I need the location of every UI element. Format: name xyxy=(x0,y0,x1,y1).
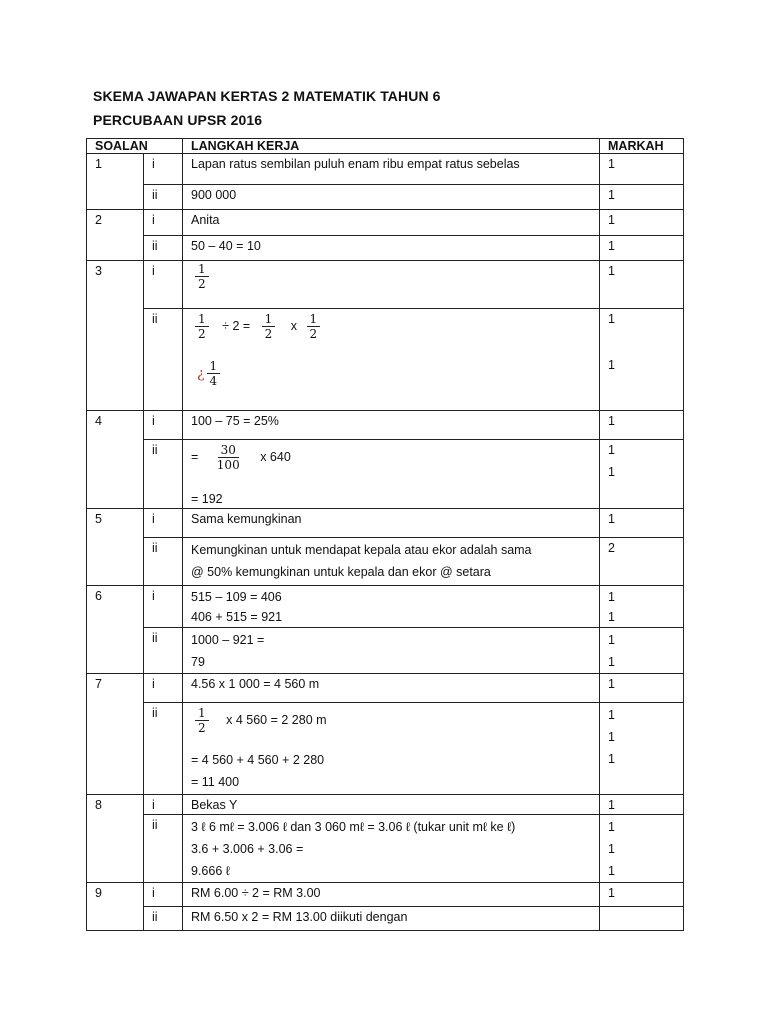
working-step: Sama kemungkinan xyxy=(183,509,600,538)
mark: 1 xyxy=(600,185,684,210)
working-step: RM 6.50 x 2 = RM 13.00 diikuti dengan xyxy=(183,907,600,931)
table-row xyxy=(87,883,684,907)
part-label: ii xyxy=(144,440,183,509)
mark: 1 1 xyxy=(600,586,684,628)
multiply-sign: x xyxy=(290,318,298,333)
table-row xyxy=(87,907,684,931)
working-step: Bekas Y xyxy=(183,795,600,815)
table-row xyxy=(87,210,684,236)
part-label: ii xyxy=(144,628,183,674)
header-markah: MARKAH xyxy=(600,139,684,154)
part-label: ii xyxy=(144,907,183,931)
part-label: ii xyxy=(144,815,183,883)
fraction: $\frac{30}{100}$ xyxy=(216,443,240,472)
table-row xyxy=(87,538,684,586)
question-number: 8 xyxy=(87,795,144,883)
working-step xyxy=(183,440,600,509)
working-step: Kemungkinan untuk mendapat kepala atau ekor adalah sama @ 50% kemungkinan untuk kepala dan ekor @ setara xyxy=(183,538,600,586)
answer-scheme-table xyxy=(86,138,684,931)
working-step: Anita xyxy=(183,210,600,236)
part-label: i xyxy=(144,509,183,538)
table-row xyxy=(87,586,684,628)
table-row xyxy=(87,261,684,309)
part-label: i xyxy=(144,411,183,440)
table-row xyxy=(87,185,684,210)
mark: 1 1 xyxy=(600,309,684,411)
answer-line: = 192 xyxy=(191,492,223,506)
table-row xyxy=(87,795,684,815)
working-step: Lapan ratus sembilan puluh enam ribu empat ratus sebelas xyxy=(183,154,600,185)
working-step: 900 000 xyxy=(183,185,600,210)
question-number: 9 xyxy=(87,883,144,931)
table-row xyxy=(87,628,684,674)
mark: 1 xyxy=(600,154,684,185)
part-label: i xyxy=(144,261,183,309)
question-number: 3 xyxy=(87,261,144,411)
mark: 1 1 xyxy=(600,440,684,509)
question-number: 6 xyxy=(87,586,144,674)
table-row xyxy=(87,703,684,795)
mark: 2 xyxy=(600,538,684,586)
mark: 1 xyxy=(600,236,684,261)
working-step xyxy=(183,261,600,309)
working-step xyxy=(183,309,600,411)
mark: 1 1 1 xyxy=(600,815,684,883)
part-label: ii xyxy=(144,185,183,210)
header-langkah-kerja: LANGKAH KERJA xyxy=(183,139,600,154)
document-title: SKEMA JAWAPAN KERTAS 2 MATEMATIK TAHUN 6 xyxy=(93,88,441,104)
fraction: $\frac{1}{2}$ xyxy=(195,262,209,291)
part-label: i xyxy=(144,586,183,628)
question-number: 7 xyxy=(87,674,144,795)
fraction: $\frac{1}{2}$ xyxy=(195,706,209,735)
fraction: $\frac{1}{2}$ xyxy=(307,312,321,341)
fraction: $\frac{1}{4}$ xyxy=(207,359,221,388)
mark: 1 xyxy=(600,795,684,815)
table-row xyxy=(87,440,684,509)
question-number: 2 xyxy=(87,210,144,261)
working-step: 100 – 75 = 25% xyxy=(183,411,600,440)
part-label: ii xyxy=(144,309,183,411)
mark: 1 1 1 xyxy=(600,703,684,795)
part-label: ii xyxy=(144,538,183,586)
part-label: ii xyxy=(144,703,183,795)
part-label: i xyxy=(144,210,183,236)
mark: 1 xyxy=(600,674,684,703)
mark: 1 xyxy=(600,261,684,309)
part-label: i xyxy=(144,674,183,703)
table-row xyxy=(87,509,684,538)
table-row xyxy=(87,154,684,185)
mark: 1 xyxy=(600,210,684,236)
mark xyxy=(600,907,684,931)
division-text: ÷ 2 = xyxy=(222,318,251,333)
working-step: 3 ℓ 6 mℓ = 3.006 ℓ dan 3 060 mℓ = 3.06 ℓ (tukar unit mℓ ke ℓ) 3.6 + 3.006 + 3.06 = 9.666 ℓ xyxy=(183,815,600,883)
working-step: $\frac{1}{2}$ x 4 560 = 2 280 m = 4 560 + 4 560 + 2 280 = 11 400 xyxy=(183,703,600,795)
equals-sign: = xyxy=(191,449,199,464)
mark: 1 xyxy=(600,411,684,440)
part-label: i xyxy=(144,795,183,815)
question-number: 4 xyxy=(87,411,144,509)
working-step: 515 – 109 = 406 406 + 515 = 921 xyxy=(183,586,600,628)
working-step: 50 – 40 = 10 xyxy=(183,236,600,261)
mark: 1 xyxy=(600,883,684,907)
working-step: 4.56 x 1 000 = 4 560 m xyxy=(183,674,600,703)
mark: 1 xyxy=(600,509,684,538)
multiply-text: x 4 560 = 2 280 m xyxy=(226,712,327,727)
working-step: 1000 – 921 = 79 xyxy=(183,628,600,674)
table-row xyxy=(87,309,684,411)
inverted-question-mark: ¿ xyxy=(197,365,205,382)
mark: 1 1 xyxy=(600,628,684,674)
table-row xyxy=(87,815,684,883)
question-number: 5 xyxy=(87,509,144,586)
table-row xyxy=(87,674,684,703)
working-step: RM 6.00 ÷ 2 = RM 3.00 xyxy=(183,883,600,907)
table-row xyxy=(87,411,684,440)
table-header-row xyxy=(87,139,684,154)
table-row xyxy=(87,236,684,261)
part-label: i xyxy=(144,883,183,907)
multiply-text: x 640 xyxy=(260,449,291,464)
fraction: $\frac{1}{2}$ xyxy=(262,312,276,341)
question-number: 1 xyxy=(87,154,144,210)
part-label: ii xyxy=(144,236,183,261)
header-soalan: SOALAN xyxy=(87,139,183,154)
document-subtitle: PERCUBAAN UPSR 2016 xyxy=(93,112,263,128)
part-label: i xyxy=(144,154,183,185)
fraction: $\frac{1}{2}$ xyxy=(195,312,209,341)
